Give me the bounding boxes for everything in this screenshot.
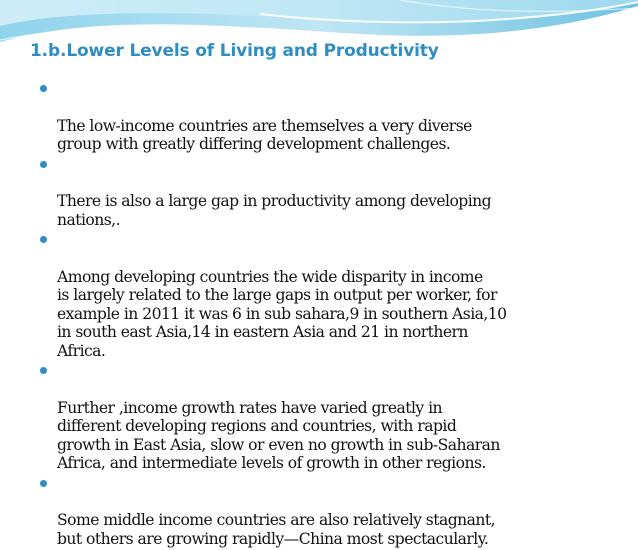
bullet-item bbox=[40, 475, 630, 549]
bullet-dot-icon bbox=[40, 480, 47, 487]
bullet-text: Among developing countries the wide disparity in income is largely related to the large gaps in output per worker, for example in 2011 it was 6 in sub sahara,9 in southern Asia,10 in south east Asia,14 in eastern Asia and 21 in northern Africa. bbox=[57, 268, 507, 360]
bullet-item bbox=[40, 231, 630, 360]
slide-title: 1.b.Lower Levels of Living and Productivity bbox=[30, 41, 439, 61]
bullet-dot-icon bbox=[40, 161, 47, 168]
bullet-text: Some middle income countries are also relatively stagnant, but others are growing rapidly—China most spectacularly. bbox=[57, 511, 496, 548]
bullet-dot-icon bbox=[40, 367, 47, 374]
bullet-item bbox=[40, 156, 630, 230]
bullet-text: There is also a large gap in productivity among developing nations,. bbox=[57, 192, 492, 229]
bullet-dot-icon bbox=[40, 85, 47, 92]
bullet-text: The low-income countries are themselves a very diverse group with greatly differing development challenges. bbox=[57, 116, 472, 154]
bullet-dot-icon bbox=[40, 236, 47, 243]
bullet-item bbox=[40, 80, 630, 154]
bullet-list bbox=[40, 80, 630, 550]
bullet-text: Further ,income growth rates have varied greatly in different developing regions and countries, with rapid growth in East Asia, slow or even no growth in sub-Saharan Africa, and intermediate levels of growth in other regions. bbox=[57, 398, 500, 473]
bullet-item bbox=[40, 362, 630, 472]
